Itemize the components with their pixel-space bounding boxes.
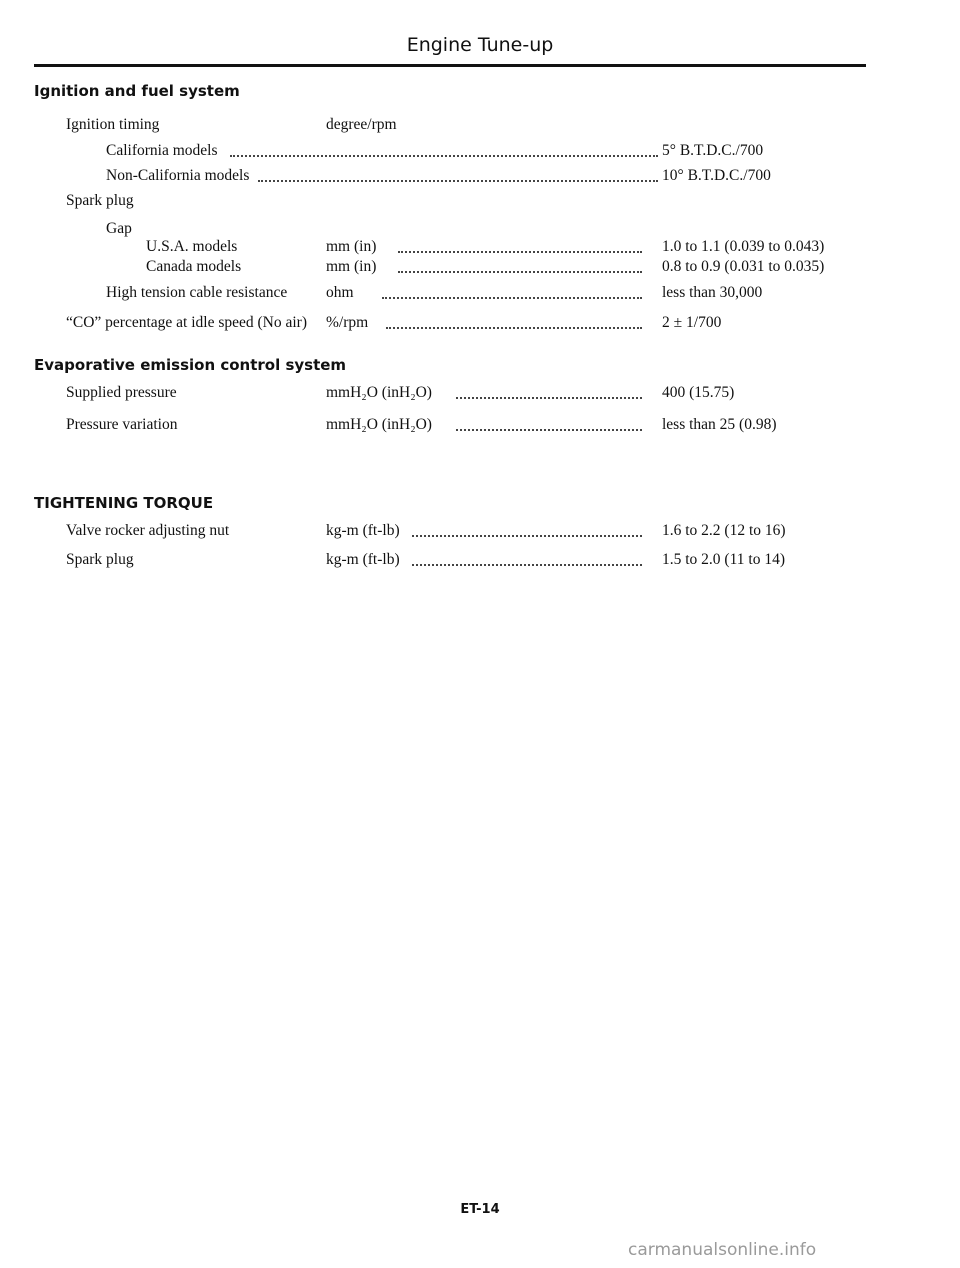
leader-dots: [398, 251, 642, 253]
canada-models-unit: mm (in): [326, 258, 377, 275]
page-header-title: Engine Tune-up: [406, 34, 554, 56]
watermark: carmanualsonline.info: [628, 1240, 817, 1260]
usa-models-unit: mm (in): [326, 238, 377, 255]
section-heading-torque: TIGHTENING TORQUE: [34, 494, 214, 512]
gap-label: Gap: [106, 220, 132, 237]
section-heading-ignition: Ignition and fuel system: [34, 82, 240, 100]
pressure-variation-unit: mmH₂O (inH₂O): [326, 416, 432, 433]
usa-models-value: 1.0 to 1.1 (0.039 to 0.043): [662, 238, 825, 255]
canada-models-value: 0.8 to 0.9 (0.031 to 0.035): [662, 258, 825, 275]
leader-dots: [412, 564, 642, 566]
california-models-label: California models: [106, 142, 218, 159]
usa-models-label: U.S.A. models: [146, 238, 238, 255]
section-heading-evaporative: Evaporative emission control system: [34, 356, 347, 374]
cable-resistance-value: less than 30,000: [662, 284, 763, 301]
valve-rocker-value: 1.6 to 2.2 (12 to 16): [662, 522, 786, 539]
valve-rocker-unit: kg-m (ft-lb): [326, 522, 400, 539]
valve-rocker-label: Valve rocker adjusting nut: [66, 522, 230, 539]
spark-plug-label: Spark plug: [66, 192, 134, 209]
supplied-pressure-label: Supplied pressure: [66, 384, 177, 401]
co-percentage-value: 2 ± 1/700: [662, 314, 722, 331]
non-california-models-label: Non-California models: [106, 167, 250, 184]
cable-resistance-label: High tension cable resistance: [106, 284, 288, 301]
canada-models-label: Canada models: [146, 258, 242, 275]
non-california-models-value: 10° B.T.D.C./700: [662, 167, 771, 184]
cable-resistance-unit: ohm: [326, 284, 354, 301]
leader-dots: [382, 297, 642, 299]
ignition-timing-label: Ignition timing: [66, 116, 160, 133]
leader-dots: [456, 429, 642, 431]
torque-spark-plug-label: Spark plug: [66, 551, 134, 568]
leader-dots: [230, 155, 658, 157]
page-number: ET-14: [460, 1202, 500, 1217]
pressure-variation-label: Pressure variation: [66, 416, 178, 433]
header-rule: [34, 64, 866, 67]
leader-dots: [398, 271, 642, 273]
pressure-variation-value: less than 25 (0.98): [662, 416, 777, 433]
leader-dots: [456, 397, 642, 399]
ignition-timing-unit: degree/rpm: [326, 116, 397, 133]
leader-dots: [258, 180, 658, 182]
torque-spark-plug-unit: kg-m (ft-lb): [326, 551, 400, 568]
co-percentage-label: “CO” percentage at idle speed (No air): [66, 314, 307, 331]
supplied-pressure-unit: mmH₂O (inH₂O): [326, 384, 432, 401]
torque-spark-plug-value: 1.5 to 2.0 (11 to 14): [662, 551, 785, 568]
co-percentage-unit: %/rpm: [326, 314, 369, 331]
california-models-value: 5° B.T.D.C./700: [662, 142, 764, 159]
leader-dots: [386, 327, 642, 329]
supplied-pressure-value: 400 (15.75): [662, 384, 735, 401]
leader-dots: [412, 535, 642, 537]
